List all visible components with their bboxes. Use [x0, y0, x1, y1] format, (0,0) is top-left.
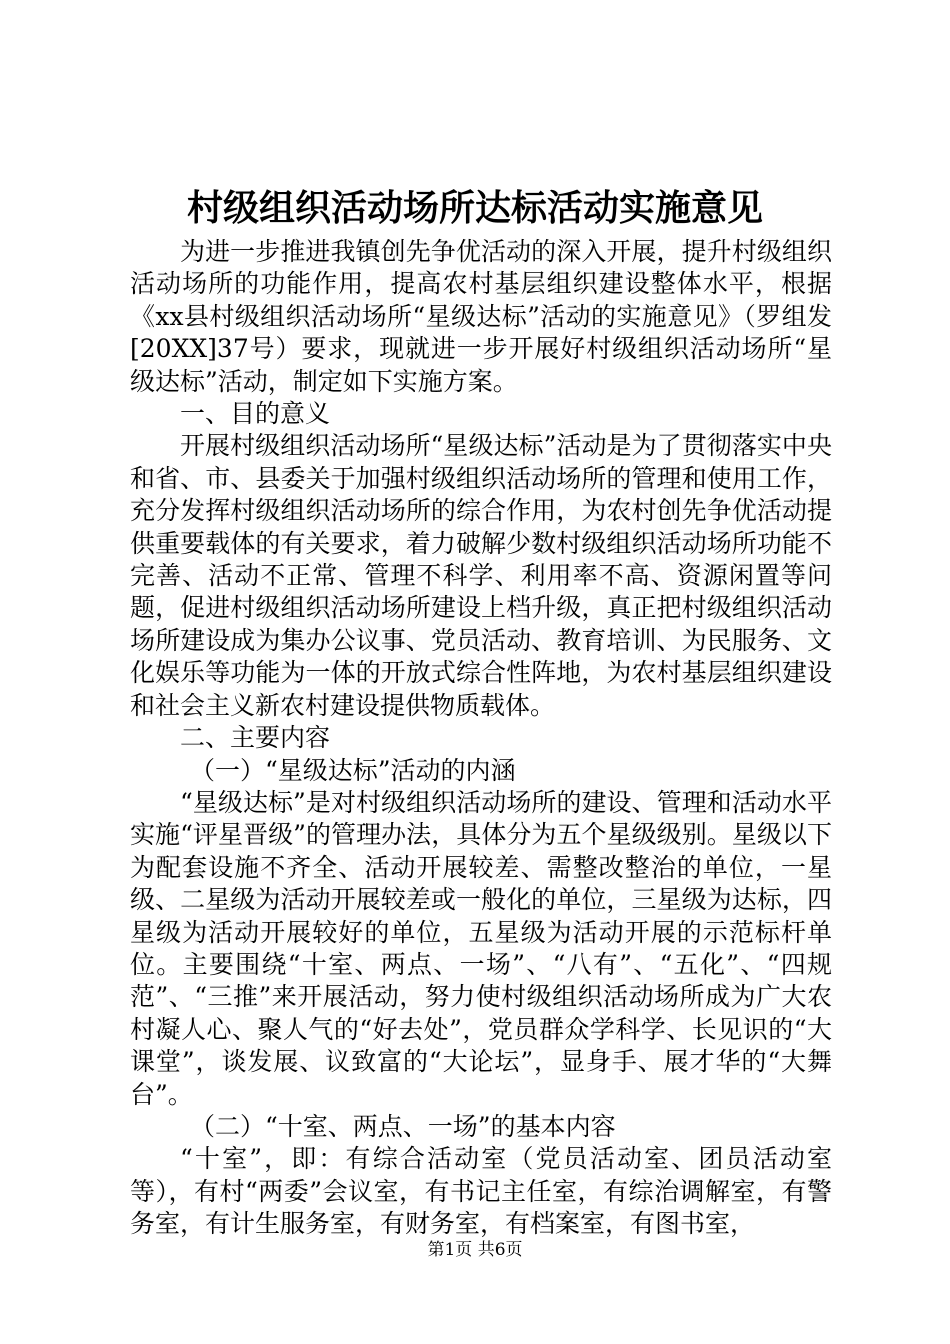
page-number-footer: 第1页 共6页 — [427, 1240, 523, 1260]
connotation-paragraph: “星级达标”是对村级组织活动场所的建设、管理和活动水平实施“评星晋级”的管理办法，具体分为五个星级级别。星级以下为配套设施不齐全、活动开展较差、需整改整治的单位，一星级、二星级为活动开展较差或一般化的单位，三星级为达标，四星级为活动开展较好的单位，五星级为活动开展的示范标杆单位。主要围绕“十室、两点、一场”、“八有”、“五化”、“四规范”、“三推”来开展活动，努力使村级组织活动场所成为广大农村凝人心、聚人气的“好去处”，党员群众学科学、长见识的“大课堂”，谈发展、议致富的“大论坛”，显身手、展才华的“大舞台”。 — [130, 787, 832, 1109]
intro-paragraph: 为进一步推进我镇创先争优活动的深入开展，提升村级组织活动场所的功能作用，提高农村基层组织建设整体水平，根据《xx县村级组织活动场所“星级达标”活动的实施意见》（罗组发[20XX]37号）要求，现就进一步开展好村级组织活动场所“星级达标”活动，制定如下实施方案。 — [130, 237, 832, 396]
purpose-paragraph: 开展村级组织活动场所“星级达标”活动是为了贯彻落实中央和省、市、县委关于加强村级组织活动场所的管理和使用工作，充分发挥村级组织活动场所的综合作用，为农村创先争优活动提供重要载体的有关要求，着力破解少数村级组织活动场所功能不完善、活动不正常、管理不科学、利用率不高、资源闲置等问题，促进村级组织活动场所建设上档升级，真正把村级组织活动场所建设成为集办公议事、党员活动、教育培训、为民服务、文化娱乐等功能为一体的开放式综合性阵地，为农村基层组织建设和社会主义新农村建设提供物质载体。 — [130, 431, 832, 720]
ten-rooms-paragraph: “十室”，即：有综合活动室（党员活动室、团员活动室等），有村“两委”会议室，有书记主任室，有综治调解室，有警务室，有计生服务室，有财务室，有档案室，有图书室， — [130, 1144, 832, 1239]
subsection-heading-connotation: （一）“星级达标”活动的内涵 — [190, 755, 516, 785]
subsection-heading-basic-content: （二）“十室、两点、一场”的基本内容 — [190, 1111, 616, 1141]
document-body — [130, 236, 832, 1241]
document-title: 村级组织活动场所达标活动实施意见 — [186, 187, 763, 229]
section-heading-purpose: 一、目的意义 — [180, 399, 331, 429]
section-heading-main-content: 二、主要内容 — [180, 723, 331, 753]
